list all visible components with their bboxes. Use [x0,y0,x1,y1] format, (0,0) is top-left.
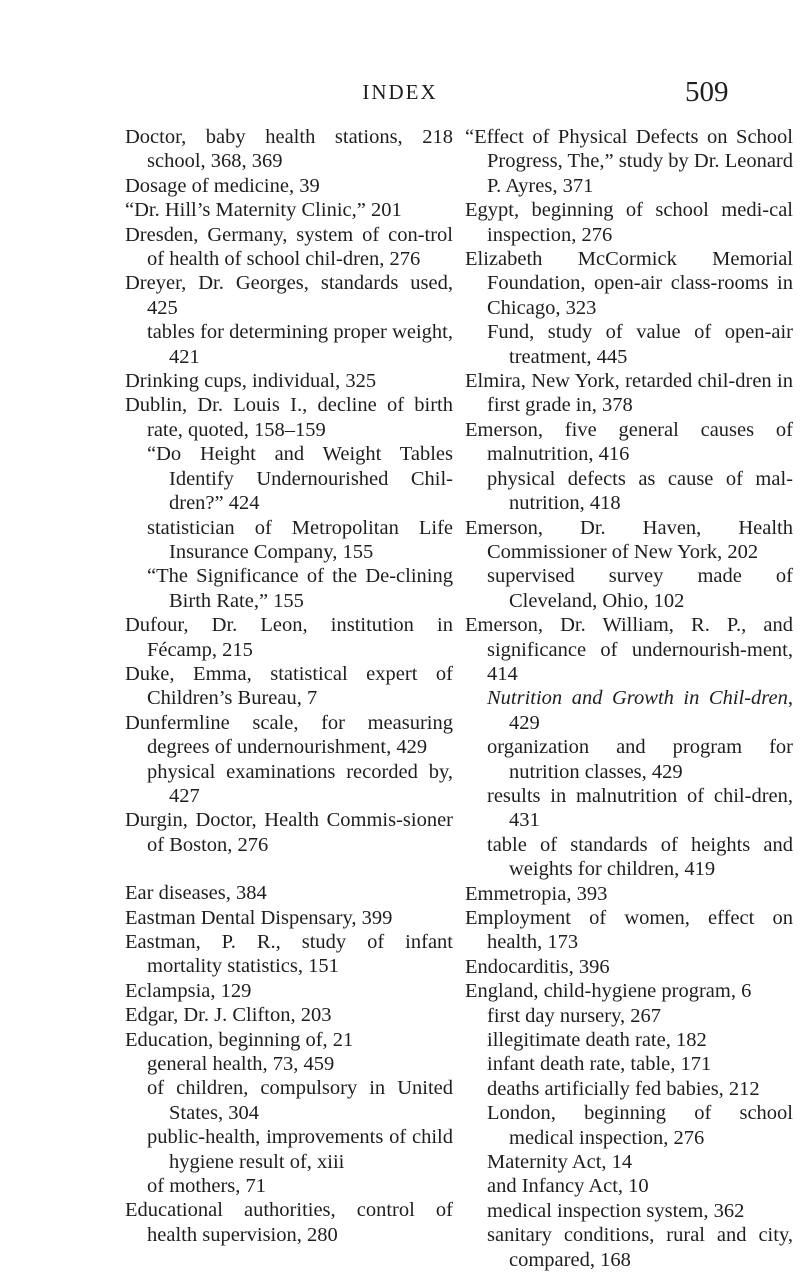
index-column-left [125,125,453,1247]
index-entry: Elizabeth McCormick Memorial Foundation, open-air class-rooms in Chicago, 323 [465,248,793,319]
book-title: Nutrition and Growth in Chil-dren [487,687,788,710]
index-subentry [465,686,793,735]
index-entry: Emerson, five general causes of malnutrition, 416 [465,418,793,466]
index-entry: Doctor, baby health stations, 218 school, 368, 369 [125,126,453,173]
index-entry: Eastman, P. R., study of infant mortality statistics, 151 [125,931,453,978]
running-head: INDEX [362,80,438,104]
index-subentry: results in malnutrition of chil-dren, 431 [487,784,793,832]
index-subentry: “The Significance of the De-clining Birth Rate,” 155 [147,565,453,612]
index-subentry: first day nursery, 267 [487,1004,662,1027]
index-entry: Endocarditis, 396 [465,955,610,978]
index-subentry: physical defects as cause of mal-nutrition, 418 [487,467,793,515]
index-subentry: statistician of Metropolitan Life Insurance Company, 155 [147,516,453,563]
index-entry: Dresden, Germany, system of con-trol of health of school chil-dren, 276 [125,223,453,271]
index-entry: “Effect of Physical Defects on School Progress, The,” study by Dr. Leonard P. Ayres, 371 [465,126,793,197]
index-subentry: infant death rate, table, 171 [487,1053,712,1076]
index-entry: England, child-hygiene program, 6 [465,980,752,1003]
index-entry: Dunfermline scale, for measuring degrees of undernourishment, 429 [125,711,453,759]
index-entry: Emerson, Dr. Haven, Health Commissioner of New York, 202 [465,516,793,563]
index-subentry: supervised survey made of Cleveland, Ohio, 102 [487,565,793,612]
index-entry: Dreyer, Dr. Georges, standards used, 425 [125,272,453,319]
index-entry: “Dr. Hill’s Maternity Clinic,” 201 [125,199,402,222]
index-entry: Elmira, New York, retarded chil-dren in first grade in, 378 [465,370,793,417]
index-subentry: of mothers, 71 [147,1175,266,1198]
index-subentry: Maternity Act, 14 [487,1151,633,1174]
index-column-right [465,125,793,1272]
index-subentry: illegitimate death rate, 182 [487,1029,707,1052]
index-entry: Employment of women, effect on health, 173 [465,907,793,954]
index-entry: Durgin, Doctor, Health Commis-sioner of Boston, 276 [125,809,453,856]
index-entry: Egypt, beginning of school medi-cal inspection, 276 [465,199,793,246]
index-subentry: tables for determining proper weight, 421 [147,321,453,368]
page-reference: , 429 [509,687,793,734]
index-entry: Dufour, Dr. Leon, institution in Fécamp, 215 [125,614,453,661]
index-subentry: medical inspection system, 362 [487,1199,745,1222]
page-number: 509 [685,76,729,108]
index-subentry: London, beginning of school medical inspection, 276 [487,1102,793,1149]
index-entry: Duke, Emma, statistical expert of Children’s Bureau, 7 [125,662,453,710]
index-subentry: and Infancy Act, 10 [487,1175,649,1198]
index-entry: Dublin, Dr. Louis I., decline of birth rate, quoted, 158–159 [125,394,453,441]
index-entry: Educational authorities, control of health supervision, 280 [125,1199,453,1246]
index-subentry: general health, 73, 459 [147,1053,335,1076]
index-entry: Eclampsia, 129 [125,979,252,1002]
index-subentry: deaths artificially fed babies, 212 [487,1077,760,1100]
index-entry: Edgar, Dr. J. Clifton, 203 [125,1004,332,1027]
index-subentry: table of standards of heights and weights for children, 419 [487,833,793,881]
index-subentry: of children, compulsory in United States, 304 [147,1077,453,1124]
index-subentry: Fund, study of value of open-air treatment, 445 [487,321,793,368]
index-entry: Dosage of medicine, 39 [125,174,320,197]
index-entry: Eastman Dental Dispensary, 399 [125,906,393,929]
index-subentry: sanitary conditions, rural and city, compared, 168 [487,1224,793,1271]
index-entry: Drinking cups, individual, 325 [125,370,377,393]
index-subentry: physical examinations recorded by, 427 [147,760,453,807]
index-entry: Emerson, Dr. William, R. P., and significance of undernourish-ment, 414 [465,614,793,685]
index-subentry: public-health, improvements of child hygiene result of, xiii [147,1126,453,1173]
page-header [0,76,800,110]
index-entry: Emmetropia, 393 [465,882,608,905]
index-entry: Education, beginning of, 21 [125,1028,354,1051]
index-subentry: organization and program for nutrition classes, 429 [487,736,793,783]
index-subentry: “Do Height and Weight Tables Identify Undernourished Chil-dren?” 424 [147,443,453,515]
index-entry: Ear diseases, 384 [125,882,267,905]
